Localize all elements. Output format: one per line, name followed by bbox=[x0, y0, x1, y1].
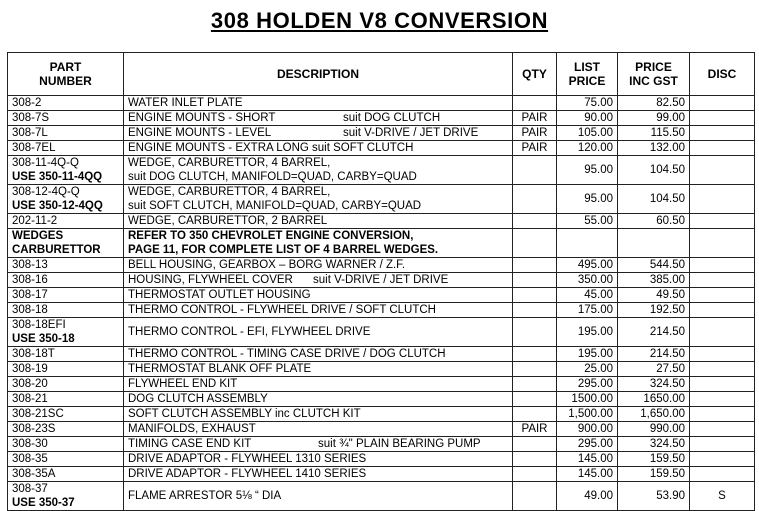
disc-cell bbox=[690, 318, 755, 347]
list-price-cell: 49.00 bbox=[557, 482, 618, 511]
price-inc-gst-cell: 214.50 bbox=[618, 347, 690, 362]
part-number: 308-18T bbox=[12, 348, 55, 360]
description-text: DRIVE ADAPTOR - FLYWHEEL 1310 SERIES bbox=[128, 453, 367, 465]
part-number: 308-12-4Q-Q bbox=[12, 186, 80, 198]
disc-cell bbox=[690, 407, 755, 422]
description-text: BELL HOUSING, GEARBOX – BORG WARNER / Z.F. bbox=[128, 259, 406, 271]
table-row bbox=[8, 258, 755, 273]
list-price-cell: 95.00 bbox=[557, 156, 618, 185]
part-number-cell bbox=[8, 156, 124, 185]
table-row bbox=[8, 111, 755, 126]
qty-cell bbox=[513, 437, 557, 452]
part-number-cell bbox=[8, 422, 124, 437]
table-row bbox=[8, 452, 755, 467]
qty-cell bbox=[513, 407, 557, 422]
part-number: 308-37 bbox=[12, 483, 48, 495]
qty-cell: PAIR bbox=[513, 126, 557, 141]
header-part-number: PART NUMBER bbox=[8, 53, 124, 96]
list-price-cell: 95.00 bbox=[557, 185, 618, 214]
disc-cell bbox=[690, 214, 755, 229]
part-number-cell bbox=[8, 347, 124, 362]
qty-cell bbox=[513, 452, 557, 467]
disc-cell bbox=[690, 377, 755, 392]
disc-cell bbox=[690, 185, 755, 214]
disc-cell bbox=[690, 347, 755, 362]
description-text: THERMO CONTROL - FLYWHEEL DRIVE / SOFT CLUTCH bbox=[128, 304, 436, 316]
qty-cell bbox=[513, 185, 557, 214]
list-price-cell: 295.00 bbox=[557, 437, 618, 452]
list-price-cell: 75.00 bbox=[557, 96, 618, 111]
list-price-cell: 175.00 bbox=[557, 303, 618, 318]
part-number: 308-21 bbox=[12, 393, 48, 405]
price-inc-gst-cell: 27.50 bbox=[618, 362, 690, 377]
part-number: 308-7EL bbox=[12, 142, 56, 154]
description-cell bbox=[124, 437, 513, 452]
description-text-line2: suit SOFT CLUTCH, MANIFOLD=QUAD, CARBY=QUAD bbox=[128, 200, 422, 212]
part-number: 308-13 bbox=[12, 259, 48, 271]
table-row bbox=[8, 141, 755, 156]
list-price-cell: 90.00 bbox=[557, 111, 618, 126]
description-text: SOFT CLUTCH ASSEMBLY inc CLUTCH KIT bbox=[128, 408, 361, 420]
list-price-cell: 900.00 bbox=[557, 422, 618, 437]
description-text: HOUSING, FLYWHEEL COVER bbox=[128, 274, 293, 286]
list-price-cell: 295.00 bbox=[557, 377, 618, 392]
description-cell bbox=[124, 156, 513, 185]
disc-cell: S bbox=[690, 482, 755, 511]
table-row bbox=[8, 467, 755, 482]
suit-note: suit ¾" PLAIN BEARING PUMP bbox=[318, 438, 481, 450]
part-number-cell bbox=[8, 407, 124, 422]
part-number-cell bbox=[8, 126, 124, 141]
part-number-cell bbox=[8, 452, 124, 467]
table-row bbox=[8, 437, 755, 452]
description-cell bbox=[124, 422, 513, 437]
description-cell bbox=[124, 303, 513, 318]
qty-cell bbox=[513, 273, 557, 288]
list-price-cell: 495.00 bbox=[557, 258, 618, 273]
description-text: DRIVE ADAPTOR - FLYWHEEL 1410 SERIES bbox=[128, 468, 367, 480]
disc-cell bbox=[690, 437, 755, 452]
list-price-cell: 145.00 bbox=[557, 452, 618, 467]
disc-cell bbox=[690, 467, 755, 482]
part-number: 308-20 bbox=[12, 378, 48, 390]
disc-cell bbox=[690, 156, 755, 185]
price-inc-gst-cell: 1650.00 bbox=[618, 392, 690, 407]
list-price-cell: 25.00 bbox=[557, 362, 618, 377]
part-number-cell bbox=[8, 229, 124, 258]
page-title: 308 HOLDEN V8 CONVERSION bbox=[210, 8, 549, 33]
list-price-cell: 120.00 bbox=[557, 141, 618, 156]
table-row bbox=[8, 482, 755, 511]
part-number: 308-17 bbox=[12, 289, 48, 301]
part-number: 308-30 bbox=[12, 438, 48, 450]
part-number-note: USE 350-11-4QQ bbox=[12, 171, 103, 183]
part-number-cell bbox=[8, 362, 124, 377]
price-inc-gst-cell: 159.50 bbox=[618, 467, 690, 482]
list-price-cell: 1,500.00 bbox=[557, 407, 618, 422]
price-inc-gst-cell: 1,650.00 bbox=[618, 407, 690, 422]
table-row bbox=[8, 288, 755, 303]
table-row bbox=[8, 362, 755, 377]
qty-cell bbox=[513, 392, 557, 407]
price-inc-gst-cell: 324.50 bbox=[618, 377, 690, 392]
part-number: WEDGES bbox=[12, 230, 64, 242]
table-row bbox=[8, 126, 755, 141]
table-row bbox=[8, 422, 755, 437]
qty-cell bbox=[513, 214, 557, 229]
description-cell bbox=[124, 96, 513, 111]
table-row bbox=[8, 318, 755, 347]
part-number-cell bbox=[8, 288, 124, 303]
part-number: 308-18 bbox=[12, 304, 48, 316]
price-inc-gst-cell: 99.00 bbox=[618, 111, 690, 126]
description-cell bbox=[124, 126, 513, 141]
description-cell bbox=[124, 141, 513, 156]
part-number-cell bbox=[8, 214, 124, 229]
part-number-cell bbox=[8, 258, 124, 273]
qty-cell bbox=[513, 362, 557, 377]
list-price-cell: 145.00 bbox=[557, 467, 618, 482]
description-text: THERMOSTAT OUTLET HOUSING bbox=[128, 289, 311, 301]
table-row bbox=[8, 303, 755, 318]
list-price-cell: 45.00 bbox=[557, 288, 618, 303]
price-inc-gst-cell: 544.50 bbox=[618, 258, 690, 273]
disc-cell bbox=[690, 141, 755, 156]
description-cell bbox=[124, 452, 513, 467]
price-inc-gst-cell: 214.50 bbox=[618, 318, 690, 347]
description-cell bbox=[124, 258, 513, 273]
part-number-note: USE 350-18 bbox=[12, 333, 75, 345]
part-number-note: USE 350-12-4QQ bbox=[12, 200, 103, 212]
price-inc-gst-cell: 104.50 bbox=[618, 156, 690, 185]
qty-cell bbox=[513, 303, 557, 318]
description-text: WEDGE, CARBURETTOR, 4 BARREL, bbox=[128, 186, 331, 198]
price-inc-gst-cell: 82.50 bbox=[618, 96, 690, 111]
table-row bbox=[8, 185, 755, 214]
part-number: 308-7L bbox=[12, 127, 48, 139]
part-number-cell bbox=[8, 303, 124, 318]
description-text: FLYWHEEL END KIT bbox=[128, 378, 238, 390]
part-number: 308-16 bbox=[12, 274, 48, 286]
suit-note: suit V-DRIVE / JET DRIVE bbox=[343, 127, 479, 139]
disc-cell bbox=[690, 273, 755, 288]
price-inc-gst-cell: 192.50 bbox=[618, 303, 690, 318]
table-row bbox=[8, 273, 755, 288]
disc-cell bbox=[690, 229, 755, 258]
list-price-cell: 350.00 bbox=[557, 273, 618, 288]
description-text: ENGINE MOUNTS - LEVEL bbox=[128, 127, 272, 139]
table-row bbox=[8, 392, 755, 407]
description-text: ENGINE MOUNTS - SHORT bbox=[128, 112, 276, 124]
price-inc-gst-cell bbox=[618, 229, 690, 258]
disc-cell bbox=[690, 96, 755, 111]
part-number: 308-18EFI bbox=[12, 319, 66, 331]
qty-cell bbox=[513, 377, 557, 392]
description-cell bbox=[124, 288, 513, 303]
description-cell bbox=[124, 407, 513, 422]
header-description: DESCRIPTION bbox=[124, 53, 513, 96]
table-row bbox=[8, 407, 755, 422]
table-row bbox=[8, 96, 755, 111]
description-text: THERMOSTAT BLANK OFF PLATE bbox=[128, 363, 312, 375]
part-number: 308-2 bbox=[12, 97, 42, 109]
disc-cell bbox=[690, 362, 755, 377]
disc-cell bbox=[690, 452, 755, 467]
description-text-line2: suit DOG CLUTCH, MANIFOLD=QUAD, CARBY=QUAD bbox=[128, 171, 417, 183]
table-row bbox=[8, 347, 755, 362]
part-number: 202-11-2 bbox=[12, 215, 58, 227]
qty-cell: PAIR bbox=[513, 422, 557, 437]
list-price-cell: 195.00 bbox=[557, 347, 618, 362]
qty-cell bbox=[513, 156, 557, 185]
description-cell bbox=[124, 273, 513, 288]
price-inc-gst-cell: 990.00 bbox=[618, 422, 690, 437]
description-text-line2: PAGE 11, FOR COMPLETE LIST OF 4 BARREL WEDGES. bbox=[128, 244, 439, 256]
price-inc-gst-cell: 132.00 bbox=[618, 141, 690, 156]
description-cell bbox=[124, 482, 513, 511]
disc-cell bbox=[690, 111, 755, 126]
description-cell bbox=[124, 362, 513, 377]
table-row bbox=[8, 214, 755, 229]
disc-cell bbox=[690, 303, 755, 318]
price-inc-gst-cell: 385.00 bbox=[618, 273, 690, 288]
description-text: DOG CLUTCH ASSEMBLY bbox=[128, 393, 268, 405]
part-number-note: USE 350-37 bbox=[12, 497, 75, 509]
table-row bbox=[8, 377, 755, 392]
disc-cell bbox=[690, 126, 755, 141]
price-inc-gst-cell: 53.90 bbox=[618, 482, 690, 511]
qty-cell bbox=[513, 288, 557, 303]
qty-cell bbox=[513, 347, 557, 362]
description-text: THERMO CONTROL - EFI, FLYWHEEL DRIVE bbox=[128, 326, 371, 338]
table-header-row bbox=[8, 53, 755, 96]
description-text: WATER INLET PLATE bbox=[128, 97, 243, 109]
part-number: 308-7S bbox=[12, 112, 50, 124]
description-cell bbox=[124, 214, 513, 229]
header-price-inc-gst: PRICE INC GST bbox=[618, 53, 690, 96]
part-number: 308-11-4Q-Q bbox=[12, 157, 79, 169]
disc-cell bbox=[690, 258, 755, 273]
qty-cell: PAIR bbox=[513, 111, 557, 126]
qty-cell bbox=[513, 318, 557, 347]
part-number-cell bbox=[8, 318, 124, 347]
disc-cell bbox=[690, 392, 755, 407]
list-price-cell: 1500.00 bbox=[557, 392, 618, 407]
header-list-price: LIST PRICE bbox=[557, 53, 618, 96]
list-price-cell: 195.00 bbox=[557, 318, 618, 347]
description-text: WEDGE, CARBURETTOR, 2 BARREL bbox=[128, 215, 328, 227]
part-number-cell bbox=[8, 111, 124, 126]
part-number-cell bbox=[8, 185, 124, 214]
table-row bbox=[8, 156, 755, 185]
description-text: TIMING CASE END KIT bbox=[128, 438, 252, 450]
description-text: FLAME ARRESTOR 5⅛ “ DIA bbox=[128, 490, 282, 502]
qty-cell bbox=[513, 482, 557, 511]
qty-cell bbox=[513, 96, 557, 111]
part-number-cell bbox=[8, 392, 124, 407]
description-text: MANIFOLDS, EXHAUST bbox=[128, 423, 256, 435]
part-number-cell bbox=[8, 437, 124, 452]
list-price-cell: 105.00 bbox=[557, 126, 618, 141]
suit-note: suit DOG CLUTCH bbox=[343, 112, 441, 124]
description-text: WEDGE, CARBURETTOR, 4 BARREL, bbox=[128, 157, 331, 169]
disc-cell bbox=[690, 288, 755, 303]
part-number: 308-19 bbox=[12, 363, 48, 375]
qty-cell bbox=[513, 258, 557, 273]
disc-cell bbox=[690, 422, 755, 437]
parts-table bbox=[7, 52, 755, 511]
description-cell bbox=[124, 347, 513, 362]
part-number: 308-21SC bbox=[12, 408, 64, 420]
description-cell bbox=[124, 229, 513, 258]
part-number-cell bbox=[8, 273, 124, 288]
description-cell bbox=[124, 467, 513, 482]
description-text: ENGINE MOUNTS - EXTRA LONG suit SOFT CLUTCH bbox=[128, 142, 414, 154]
table-row bbox=[8, 229, 755, 258]
description-cell bbox=[124, 392, 513, 407]
part-number-cell bbox=[8, 467, 124, 482]
header-disc: DISC bbox=[690, 53, 755, 96]
price-inc-gst-cell: 49.50 bbox=[618, 288, 690, 303]
part-number-cell bbox=[8, 482, 124, 511]
part-number-cell bbox=[8, 141, 124, 156]
description-cell bbox=[124, 185, 513, 214]
list-price-cell: 55.00 bbox=[557, 214, 618, 229]
qty-cell bbox=[513, 229, 557, 258]
price-inc-gst-cell: 104.50 bbox=[618, 185, 690, 214]
part-number-note: CARBURETTOR bbox=[12, 244, 101, 256]
part-number-cell bbox=[8, 377, 124, 392]
description-text: THERMO CONTROL - TIMING CASE DRIVE / DOG CLUTCH bbox=[128, 348, 446, 360]
qty-cell bbox=[513, 467, 557, 482]
header-qty: QTY bbox=[513, 53, 557, 96]
part-number: 308-35 bbox=[12, 453, 48, 465]
description-cell bbox=[124, 377, 513, 392]
price-inc-gst-cell: 324.50 bbox=[618, 437, 690, 452]
suit-note: suit V-DRIVE / JET DRIVE bbox=[313, 274, 449, 286]
part-number-cell bbox=[8, 96, 124, 111]
price-inc-gst-cell: 159.50 bbox=[618, 452, 690, 467]
part-number: 308-23S bbox=[12, 423, 56, 435]
description-cell bbox=[124, 111, 513, 126]
list-price-cell bbox=[557, 229, 618, 258]
description-text: REFER TO 350 CHEVROLET ENGINE CONVERSION, bbox=[128, 230, 414, 242]
description-cell bbox=[124, 318, 513, 347]
price-inc-gst-cell: 115.50 bbox=[618, 126, 690, 141]
qty-cell: PAIR bbox=[513, 141, 557, 156]
price-inc-gst-cell: 60.50 bbox=[618, 214, 690, 229]
part-number: 308-35A bbox=[12, 468, 56, 480]
